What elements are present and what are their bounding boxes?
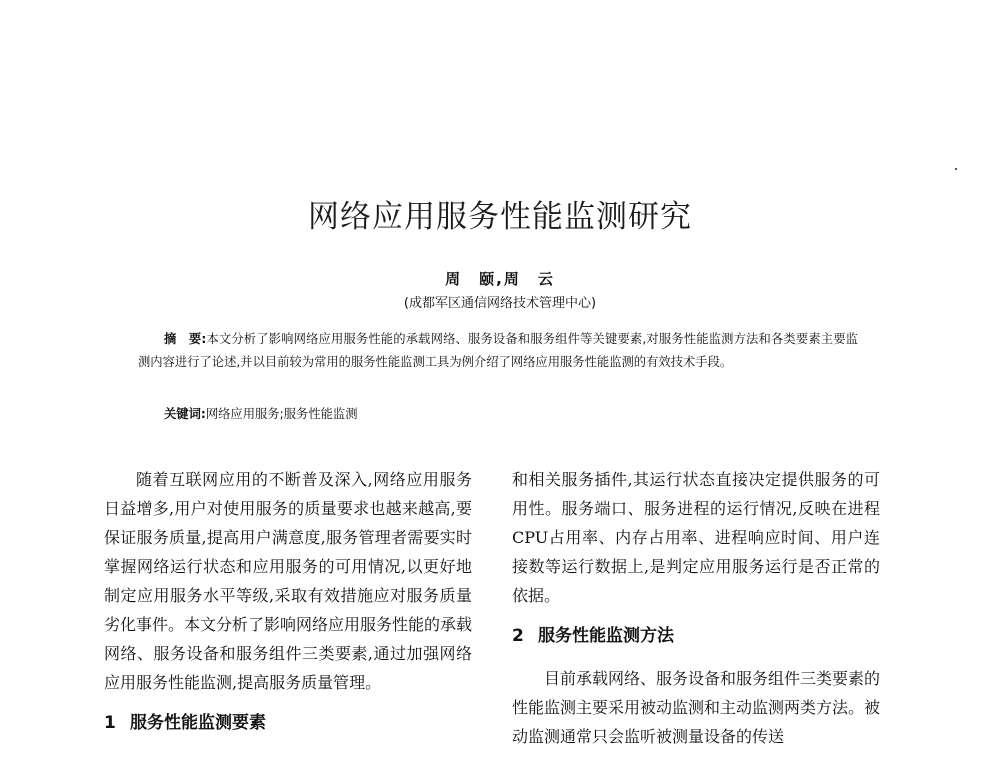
- section-1-heading: [104, 709, 472, 738]
- section-1-title: 服务性能监测要素: [130, 713, 266, 733]
- section-1-number: 1: [104, 713, 116, 733]
- paper-authors: 周 颐,周 云: [445, 270, 555, 288]
- keywords-label: 关键词:: [164, 407, 206, 421]
- continuation-paragraph: 和相关服务插件,其运行状态直接决定提供服务的可用性。服务端口、服务进程的运行情况,反映在进程CPU占用率、内存占用率、进程响应时间、用户连接数等运行数据上,是判定应用服务运行是否正常的依据。: [512, 470, 880, 605]
- abstract-label: 摘 要:: [164, 332, 207, 346]
- abstract: [138, 328, 858, 374]
- paper-title: 网络应用服务性能监测研究: [308, 199, 692, 235]
- section-2-paragraph: 目前承载网络、服务设备和服务组件三类要素的性能监测主要采用被动监测和主动监测两类方法。被动监测通常只会监听被测量设备的传送: [512, 669, 881, 746]
- section-2-number: 2: [512, 626, 524, 646]
- author-affiliation: (成都军区通信网络技术管理中心): [403, 296, 597, 311]
- abstract-text: 本文分析了影响网络应用服务性能的承载网络、服务设备和服务组件等关键要素,对服务性能监测方法和各类要素主要监测内容进行了论述,并以目前较为常用的服务性能监测工具为例介绍了网络应用服务性能监测的有效技术手段。: [138, 332, 858, 369]
- keywords-text: 网络应用服务;服务性能监测: [205, 407, 358, 421]
- left-column: [104, 465, 472, 751]
- keywords: [164, 403, 864, 426]
- right-column: [512, 465, 880, 751]
- intro-paragraph: 随着互联网应用的不断普及深入,网络应用服务日益增多,用户对使用服务的质量要求也越来越高,要保证服务质量,提高用户满意度,服务管理者需要实时掌握网络运行状态和应用服务的可用情况,以更好地制定应用服务水平等级,采取有效措施应对服务质量劣化事件。本文分析了影响网络应用服务性能的承载网络、服务设备和服务组件三类要素,通过加强网络应用服务性能监测,提高服务质量管理。: [104, 470, 473, 692]
- scan-speck: [955, 168, 957, 170]
- section-2-heading: [512, 622, 880, 651]
- section-2-title: 服务性能监测方法: [538, 626, 674, 646]
